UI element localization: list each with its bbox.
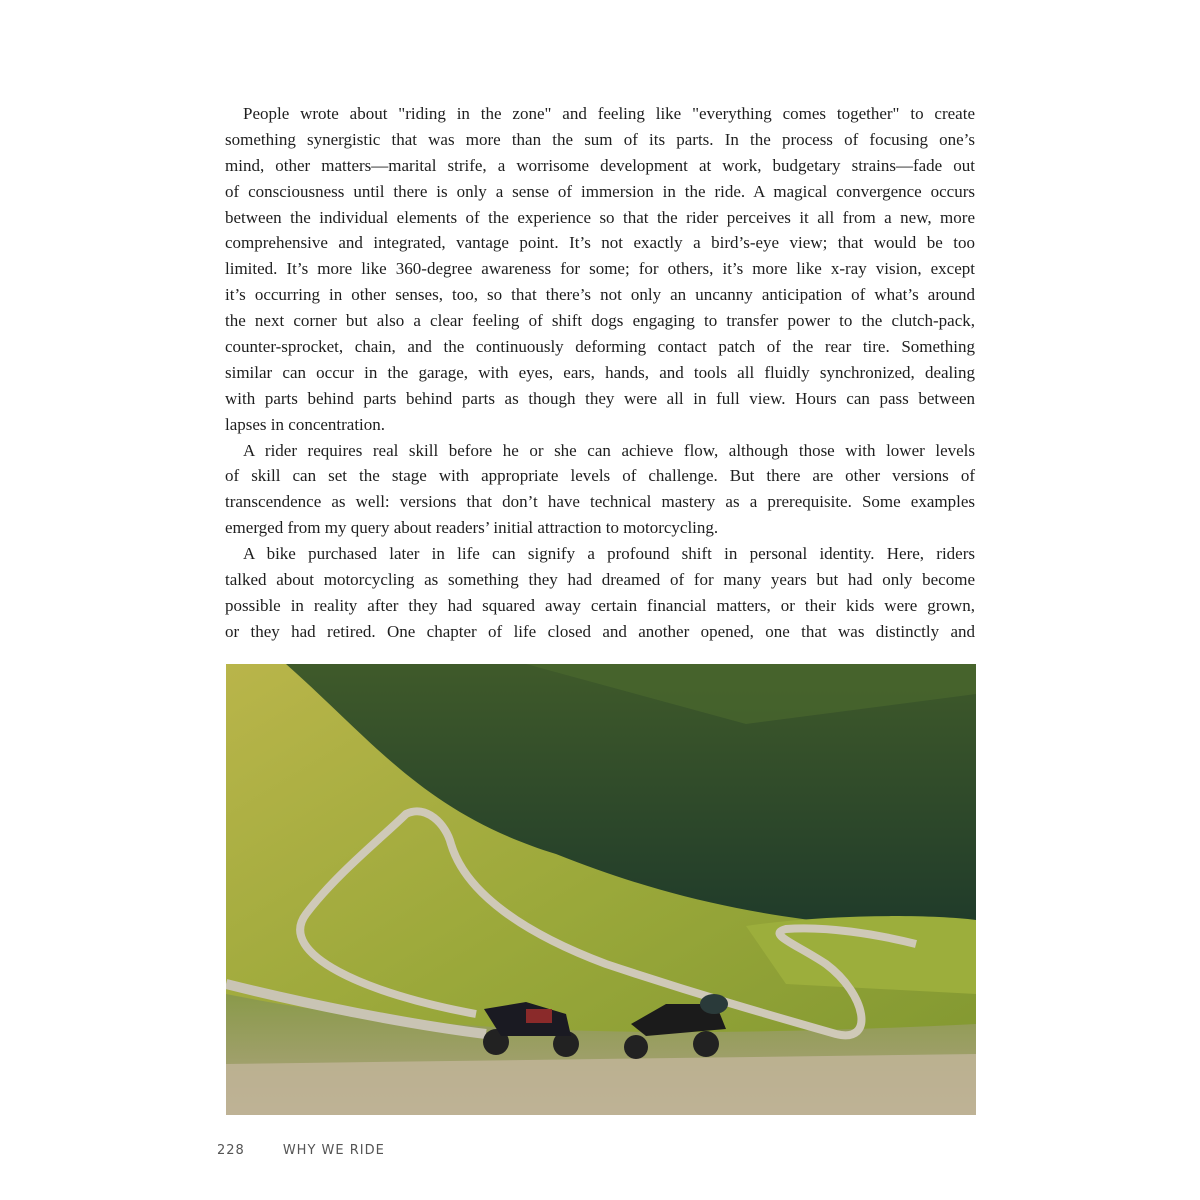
photo-illustration	[226, 664, 976, 1115]
text-line: emerged from my query about readers’ initial attraction to motorcycling.	[225, 518, 719, 538]
text-line: talked about motorcycling as something they had dreamed of for many years but had only become	[225, 570, 975, 590]
text-line: People wrote about "riding in the zone" and feeling like "everything comes together" to create	[243, 104, 975, 123]
text-line: or they had retired. One chapter of life closed and another opened, one that was distinctly and	[225, 621, 975, 641]
text-line: limited. It’s more like 360-degree awareness for some; for others, it’s more like x-ray vision, except	[225, 259, 975, 279]
text-line: of consciousness until there is only a sense of immersion in the ride. A magical convergence occurs	[225, 181, 975, 201]
mountain-road-photo	[226, 664, 976, 1115]
page-footer	[217, 1143, 385, 1158]
text-line: with parts behind parts behind parts as though they were all in full view. Hours can pass between	[225, 388, 975, 408]
text-line: A bike purchased later in life can signify a profound shift in personal identity. Here, riders	[243, 544, 975, 564]
text-line: of skill can set the stage with appropriate levels of challenge. But there are other versions of	[225, 466, 975, 486]
text-line: it’s occurring in other senses, too, so that there’s not only an uncanny anticipation of what’s around	[225, 285, 975, 305]
text-line: comprehensive and integrated, vantage point. It’s not exactly a bird’s-eye view; that would be too	[225, 233, 975, 253]
body-text	[225, 101, 975, 645]
text-line: between the individual elements of the experience so that the rider perceives it all from a new, more	[225, 207, 975, 227]
text-line: something synergistic that was more than the sum of its parts. In the process of focusing one’s	[225, 129, 975, 149]
text-line: lapses in concentration.	[225, 414, 386, 434]
page-number: 228	[217, 1143, 245, 1158]
text-line: mind, other matters—marital strife, a worrisome development at work, budgetary strains—fade out	[225, 155, 975, 175]
text-line: A rider requires real skill before he or she can achieve flow, although those with lower levels	[243, 440, 975, 460]
text-line: possible in reality after they had squared away certain financial matters, or their kids were grown,	[225, 595, 975, 615]
text-line: the next corner but also a clear feeling of shift dogs engaging to transfer power to the clutch-pack,	[225, 311, 975, 331]
text-line: transcendence as well: versions that don’t have technical mastery as a prerequisite. Some examples	[225, 492, 975, 512]
running-title: WHY WE RIDE	[282, 1143, 385, 1158]
text-line: similar can occur in the garage, with eyes, ears, hands, and tools all fluidly synchronized, dealing	[225, 362, 975, 382]
text-line: counter-sprocket, chain, and the continuously deforming contact patch of the rear tire. Something	[225, 337, 975, 357]
